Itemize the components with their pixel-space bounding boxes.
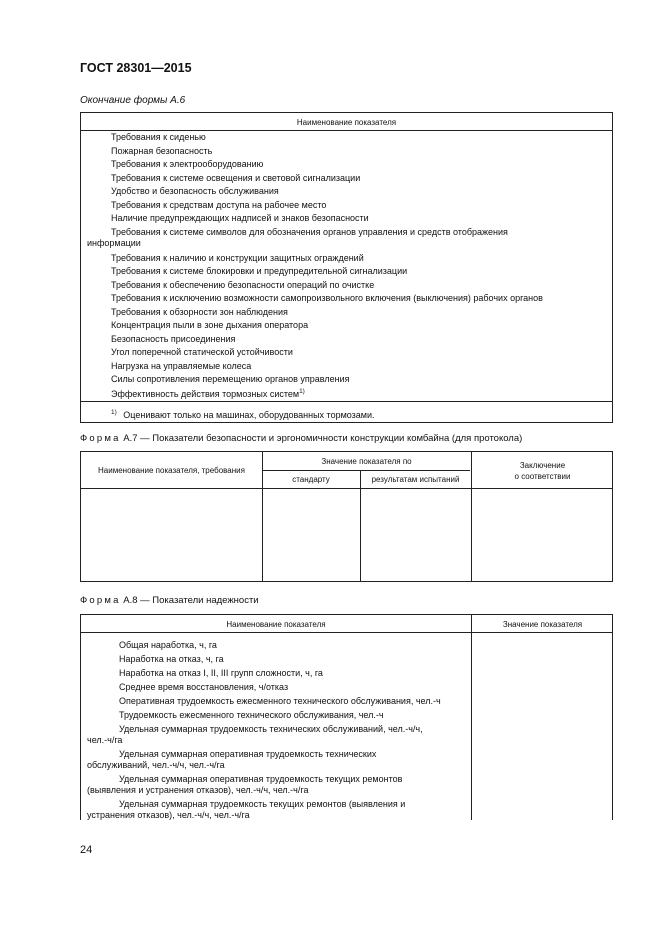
footnote-marker: 1) [299,388,305,395]
form-a6-item: Удобство и безопасность обслуживания [111,186,279,196]
form-a7-caption [80,433,522,444]
form-a6-item: Требования к электрооборудованию [111,159,264,169]
form-a8-item: Трудоемкость ежесменного технического обслуживания, чел.-ч [119,710,384,720]
form-a6-footnote-divider [81,401,612,402]
form-a8-table [80,614,613,820]
form-a7-subheader-divider [262,470,470,471]
form-a7-header-divider [81,488,612,489]
form-a6-item: Безопасность присоединения [111,333,236,344]
form-a8-item: Удельная суммарная трудоемкость технических обслуживаний, чел.-ч/ч, [119,724,423,734]
form-a6-column-header: Наименование показателя [296,118,397,127]
form-a6-item: Требования к системе символов для обозначения органов управления и средств отображения [111,227,508,237]
form-a7-col-conclusion-line2: о соответствии [514,472,571,481]
form-a7-col-value-group: Значение показателя по [321,457,412,466]
form-a6-item: Требования к исключению возможности самопроизвольного включения (выключения) рабочих органов [111,293,543,303]
form-a6-table [80,112,613,423]
form-a7-col-divider-2 [360,470,361,581]
form-a8-caption-text: А.8 — Показатели надежности [123,595,259,606]
form-a6-item: Пожарная безопасность [111,145,213,156]
form-a8-item: чел.-ч/га [87,735,123,745]
footnote-number: 1) [111,409,117,416]
form-a7-col-name: Наименование показателя, требования [98,466,245,475]
form-a8-col-name: Наименование показателя [226,620,326,629]
form-a6-item: Требования к средствам доступа на рабочее место [111,199,327,210]
form-a8-item: (выявления и устранения отказов), чел.-ч/ч, чел.-ч/га [87,785,309,795]
form-a8-item: Оперативная трудоемкость ежесменного технического обслуживания, чел.-ч [119,696,441,706]
form-a7-col-divider-1 [262,452,263,581]
form-a8-caption [80,595,259,606]
form-a6-item: Требования к системе блокировки и предупредительной сигнализации [111,266,408,276]
form-a7-col-conclusion [471,460,614,482]
form-a6-item: Концентрация пыли в зоне дыхания оператора [111,320,309,330]
form-a6-item: Требования к системе освещения и световой сигнализации [111,172,361,183]
form-a6-item: Требования к обзорности зон наблюдения [111,306,288,317]
form-a7-col-results: результатам испытаний [371,475,460,484]
form-a8-item: Наработка на отказ, ч, га [119,654,224,664]
form-a7-caption-text: А.7 — Показатели безопасности и эргономичности конструкции комбайна (для протокола) [123,433,523,444]
form-a7-table [80,451,613,582]
form-a6-item: Требования к обеспечению безопасности операций по очистке [111,279,375,290]
form-a6-item: Нагрузка на управляемые колеса [111,360,252,371]
form-a8-item: Среднее время восстановления, ч/отказ [119,682,289,692]
form-a7-col-conclusion-line1: Заключение [519,461,566,470]
form-a8-item: Удельная суммарная трудоемкость текущих ремонтов (выявления и [119,799,406,809]
form-a6-item-text: Эффективность действия тормозных систем [111,389,300,399]
document-header: ГОСТ 28301—2015 [80,61,192,75]
form-a6-continuation-title: Окончание формы А.6 [80,95,186,106]
form-a8-header-divider [81,632,612,633]
form-a7-col-standard: стандарту [292,475,330,484]
form-a6-item: Угол поперечной статической устойчивости [111,347,293,357]
form-a8-item: Наработка на отказ I, II, III групп сложности, ч, га [119,668,323,678]
form-a6-item: Силы сопротивления перемещению органов управления [111,374,350,384]
form-a6-item-last [111,386,305,400]
form-a8-form-word: Форма [80,595,121,606]
form-a6-item: Требования к сиденью [111,132,206,142]
form-a6-item: Наличие предупреждающих надписей и знаков безопасности [111,213,369,223]
page-number: 24 [80,844,93,856]
form-a8-item: обслуживаний, чел.-ч/ч, чел.-ч/га [87,760,225,770]
form-a8-col-value: Значение показателя [502,620,583,629]
form-a6-item: информации [87,238,141,248]
footnote-text: Оценивают только на машинах, оборудованных тормозами. [123,410,375,420]
form-a8-item: Удельная суммарная оперативная трудоемкость текущих ремонтов [119,774,403,784]
form-a8-item: Общая наработка, ч, га [119,640,217,650]
form-a8-item: Удельная суммарная оперативная трудоемкость технических [119,749,377,759]
form-a6-item: Требования к наличию и конструкции защитных ограждений [111,252,364,263]
form-a8-col-divider [471,615,472,820]
form-a6-footnote [111,407,375,421]
form-a7-form-word: Форма [80,433,121,444]
form-a8-item: устранения отказов), чел.-ч/ч, чел.-ч/га [87,810,250,820]
